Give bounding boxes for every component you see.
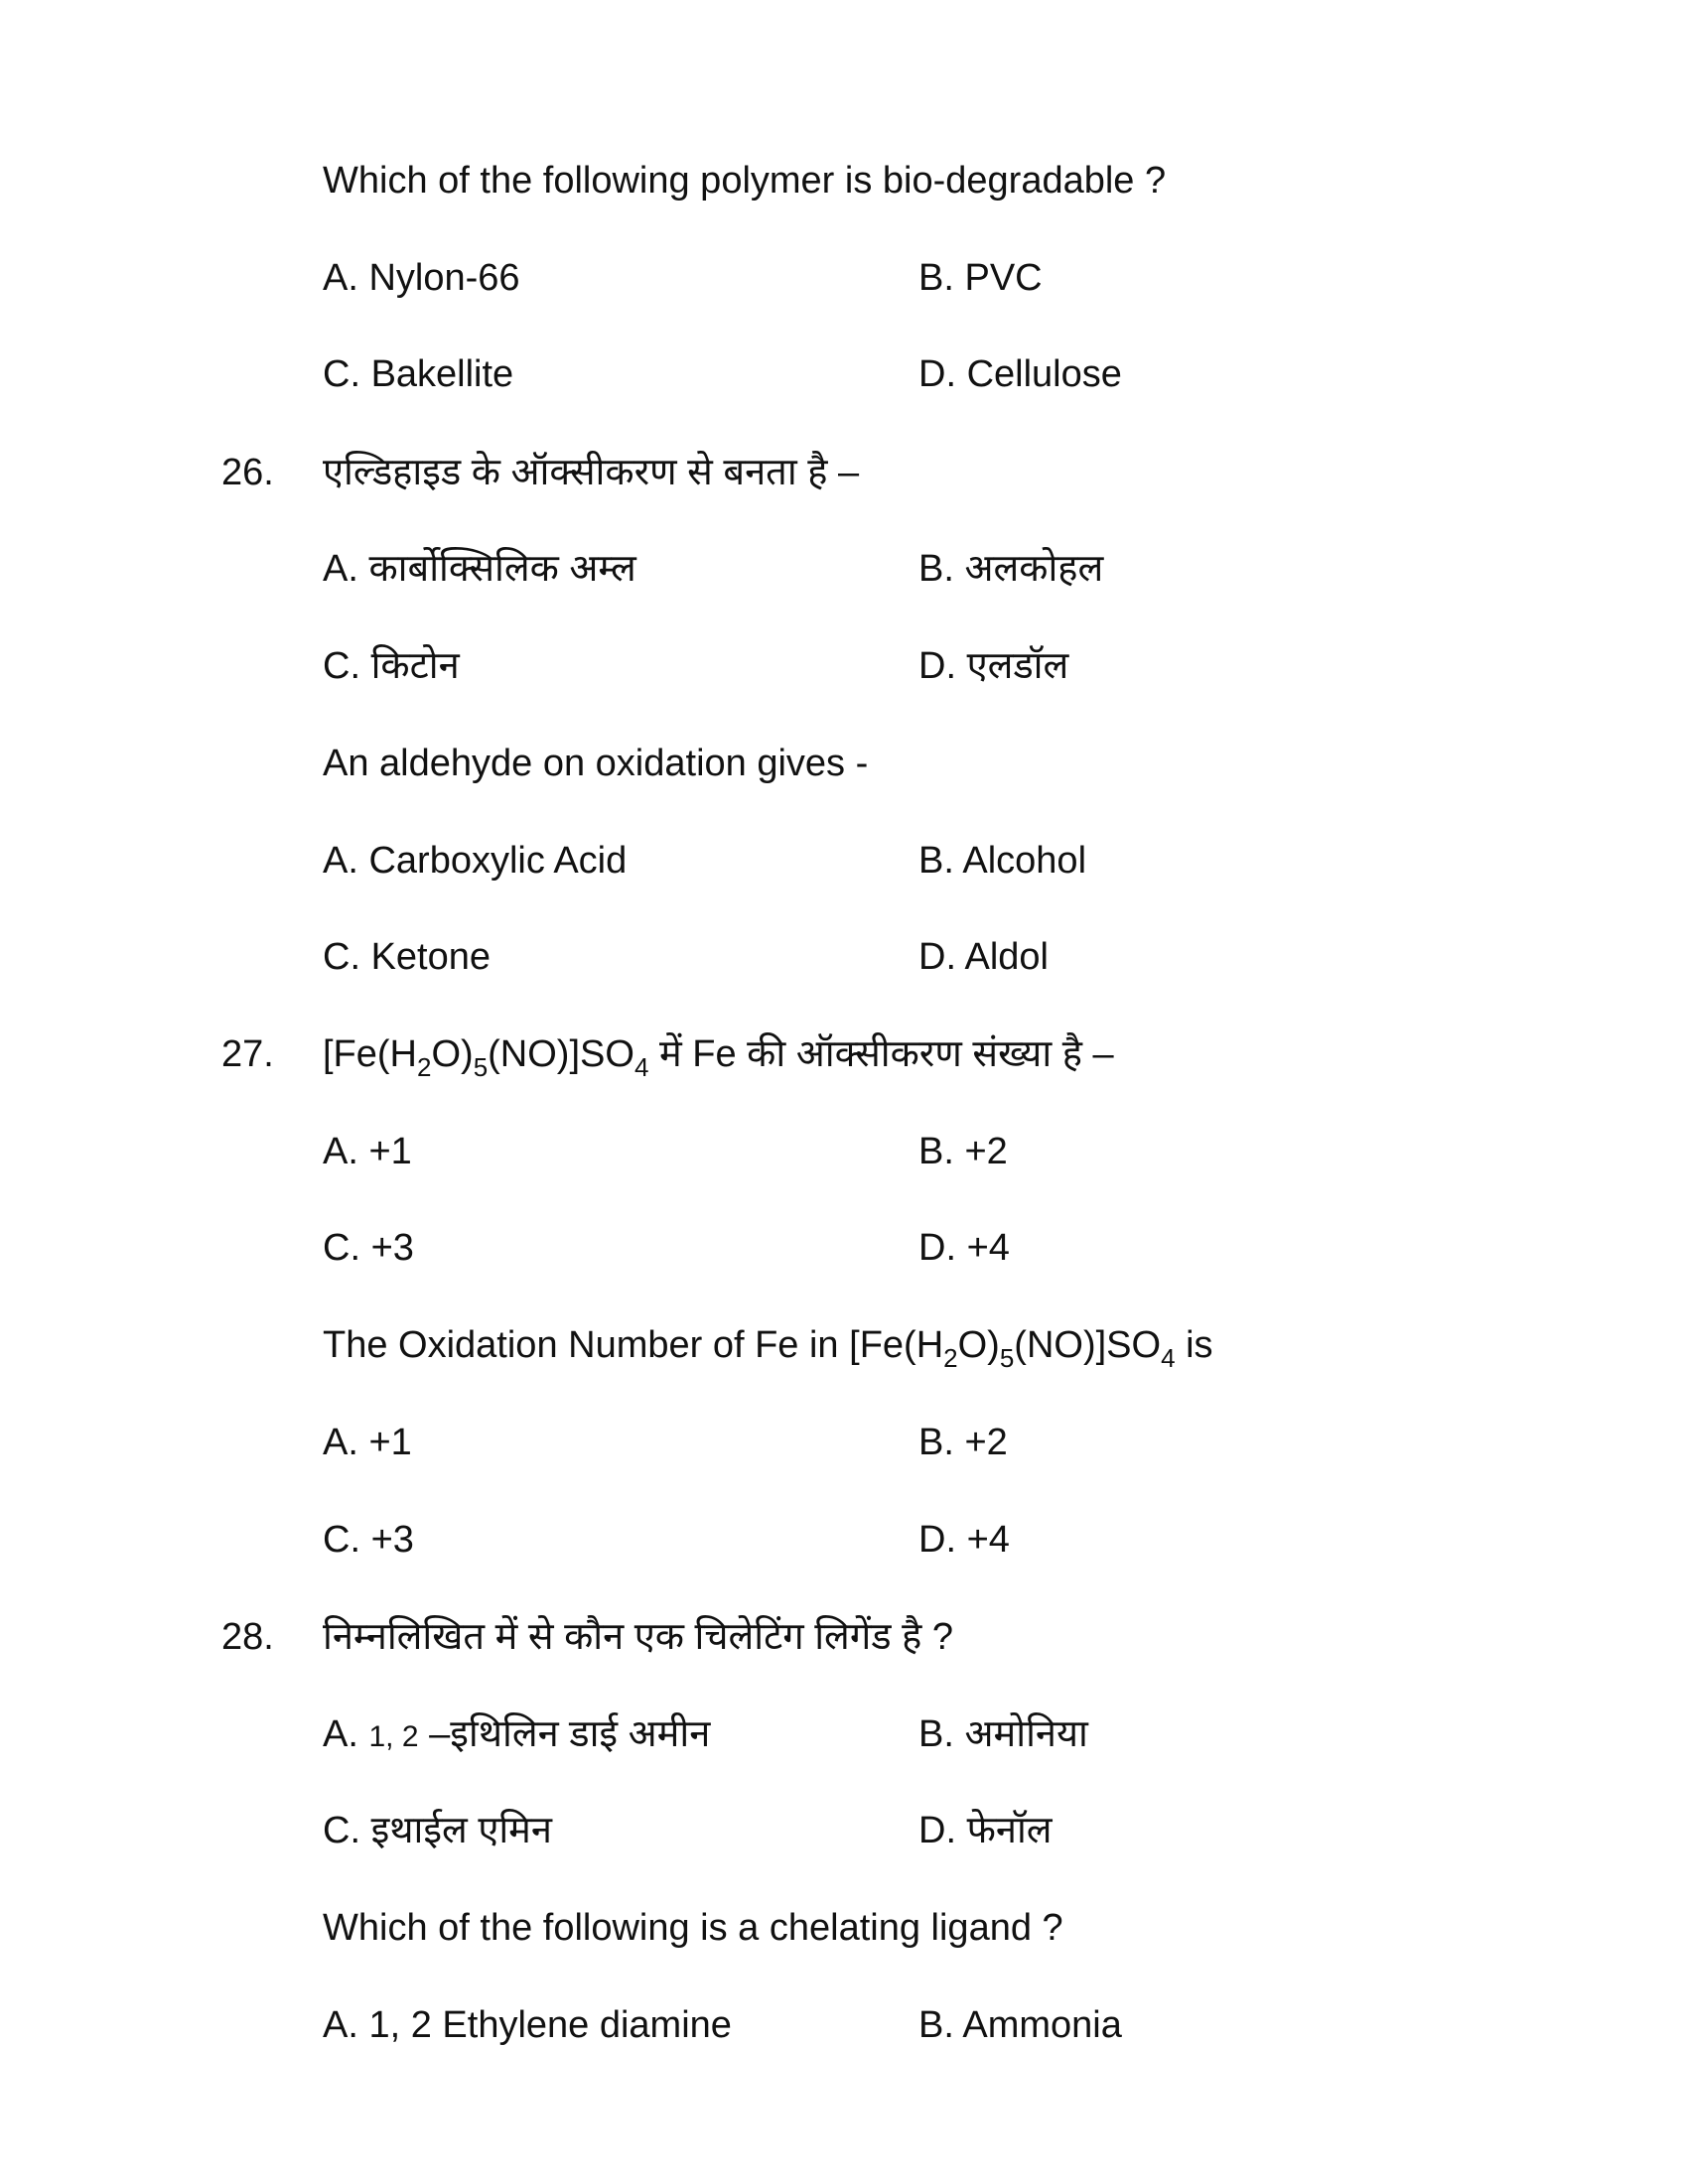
option-text: Bakellite [370, 353, 514, 395]
option-label: C. [323, 1519, 371, 1561]
option-a [323, 1715, 710, 1756]
option-b [918, 550, 1103, 588]
subscript: 4 [633, 1052, 649, 1082]
subscript: 4 [1161, 1343, 1176, 1373]
option-text: एलडॉल [966, 645, 1069, 687]
option-text: Ketone [370, 936, 492, 978]
option-text: +3 [370, 1227, 414, 1269]
chemical-formula [323, 1033, 649, 1082]
question-text-row [0, 162, 1688, 202]
option-b [918, 2006, 1122, 2044]
subscript: 2 [943, 1343, 958, 1373]
option-text: किटोन [370, 645, 460, 687]
option-label: B. [918, 2004, 963, 2046]
option-label: D. [918, 1227, 967, 1269]
option-label: A. [323, 257, 369, 299]
question-number: 27. [221, 1033, 274, 1075]
option-c [323, 1521, 414, 1559]
option-a [323, 1424, 412, 1461]
option-text: Nylon-66 [368, 257, 520, 299]
option-a [323, 550, 636, 588]
question-text: An aldehyde on oxidation gives - [323, 743, 869, 784]
option-text: Aldol [964, 936, 1049, 978]
option-a [323, 1133, 412, 1170]
formula-part: O) [957, 1324, 1000, 1366]
option-d [918, 355, 1122, 393]
option-label: B. [918, 840, 963, 882]
option-b [918, 1715, 1088, 1753]
option-text: +4 [966, 1227, 1010, 1269]
subscript: 5 [473, 1052, 489, 1082]
options-row [0, 1812, 1688, 1851]
chemical-formula [849, 1324, 1176, 1373]
option-c [323, 647, 460, 685]
option-label: D. [918, 353, 967, 395]
option-text: Carboxylic Acid [368, 840, 628, 882]
formula-part: [Fe(H [849, 1324, 944, 1366]
option-b [918, 1133, 1008, 1170]
option-label: A. [323, 1131, 369, 1172]
option-label: B. [918, 257, 965, 299]
option-label: A. [323, 2004, 369, 2046]
option-label: B. [918, 548, 965, 590]
option-text: +1 [368, 1422, 412, 1463]
option-text: +4 [966, 1519, 1010, 1561]
option-d [918, 1229, 1010, 1267]
question-text: एल्डिहाइड के ऑक्सीकरण से बनता है – [323, 452, 860, 493]
option-text: +2 [964, 1131, 1008, 1172]
options-row [0, 355, 1688, 395]
options-row [0, 842, 1688, 882]
formula-part: [Fe(H [323, 1033, 417, 1075]
option-number-prefix: 1, 2 [368, 1720, 419, 1753]
option-label: D. [918, 1519, 967, 1561]
option-text: –इथिलिन डाई अमीन [418, 1713, 711, 1755]
option-text: Alcohol [962, 840, 1087, 882]
option-label: A. [323, 1422, 369, 1463]
option-label: B. [918, 1422, 965, 1463]
option-text: अलकोहल [964, 548, 1104, 590]
option-label: C. [323, 645, 371, 687]
option-text: Cellulose [966, 353, 1122, 395]
option-label: A. [323, 840, 369, 882]
option-text: +2 [964, 1422, 1008, 1463]
option-text: 1, 2 Ethylene diamine [368, 2004, 732, 2046]
options-row [0, 647, 1688, 687]
option-label: B. [918, 1131, 965, 1172]
question-text-tail: में Fe की ऑक्सीकरण संख्या है – [648, 1033, 1114, 1075]
option-text: कार्बोक्सिलिक अम्ल [368, 548, 636, 590]
question-text: Which of the following polymer is bio-degradable ? [323, 160, 1167, 202]
option-text: +3 [370, 1519, 414, 1561]
subscript: 5 [999, 1343, 1015, 1373]
question-text-row [0, 1909, 1688, 1949]
question-text [323, 1033, 1114, 1082]
formula-part: (NO)]SO [1014, 1324, 1162, 1366]
option-label: D. [918, 1810, 967, 1851]
option-b [918, 842, 1086, 880]
option-label: D. [918, 936, 965, 978]
option-d [918, 647, 1068, 685]
subscript: 2 [417, 1052, 432, 1082]
option-c [323, 355, 513, 393]
question-number: 26. [221, 452, 274, 493]
option-a [323, 2006, 732, 2044]
option-c [323, 1812, 552, 1849]
option-d [918, 938, 1049, 976]
option-d [918, 1521, 1010, 1559]
formula-part: O) [431, 1033, 474, 1075]
question-text-row [0, 745, 1688, 784]
formula-part: (NO)]SO [488, 1033, 634, 1075]
options-row [0, 1715, 1688, 1755]
options-row [0, 550, 1688, 590]
question-text-tail: is [1175, 1324, 1213, 1366]
option-label: B. [918, 1713, 965, 1755]
option-label: D. [918, 645, 967, 687]
options-row [0, 1229, 1688, 1269]
options-row [0, 1521, 1688, 1561]
question-text: निम्नलिखित में से कौन एक चिलेटिंग लिगेंड है ? [323, 1616, 953, 1658]
option-label: A. [323, 1713, 369, 1755]
option-label: A. [323, 548, 369, 590]
option-label: C. [323, 353, 371, 395]
option-text: Ammonia [962, 2004, 1122, 2046]
option-d [918, 1812, 1053, 1849]
options-row [0, 938, 1688, 978]
option-label: C. [323, 1227, 371, 1269]
option-c [323, 1229, 414, 1267]
question-text: Which of the following is a chelating ligand ? [323, 1907, 1063, 1949]
option-c [323, 938, 491, 976]
option-text: +1 [368, 1131, 412, 1172]
options-row [0, 2006, 1688, 2046]
question-row [0, 1033, 1688, 1082]
options-row [0, 259, 1688, 299]
option-a [323, 842, 627, 880]
question-row [0, 454, 1688, 493]
question-number: 28. [221, 1616, 274, 1658]
option-a [323, 259, 520, 297]
option-text: इथाईल एमिन [370, 1810, 552, 1851]
option-text: फेनॉल [966, 1810, 1053, 1851]
option-label: C. [323, 1810, 371, 1851]
option-text: PVC [964, 257, 1043, 299]
question-text-row [0, 1324, 1688, 1373]
option-b [918, 259, 1043, 297]
option-text: अमोनिया [964, 1713, 1088, 1755]
question-text-head: The Oxidation Number of Fe in [323, 1324, 850, 1366]
question-text [323, 1324, 1213, 1373]
options-row [0, 1133, 1688, 1172]
option-b [918, 1424, 1008, 1461]
option-label: C. [323, 936, 371, 978]
options-row [0, 1424, 1688, 1463]
question-row [0, 1618, 1688, 1658]
